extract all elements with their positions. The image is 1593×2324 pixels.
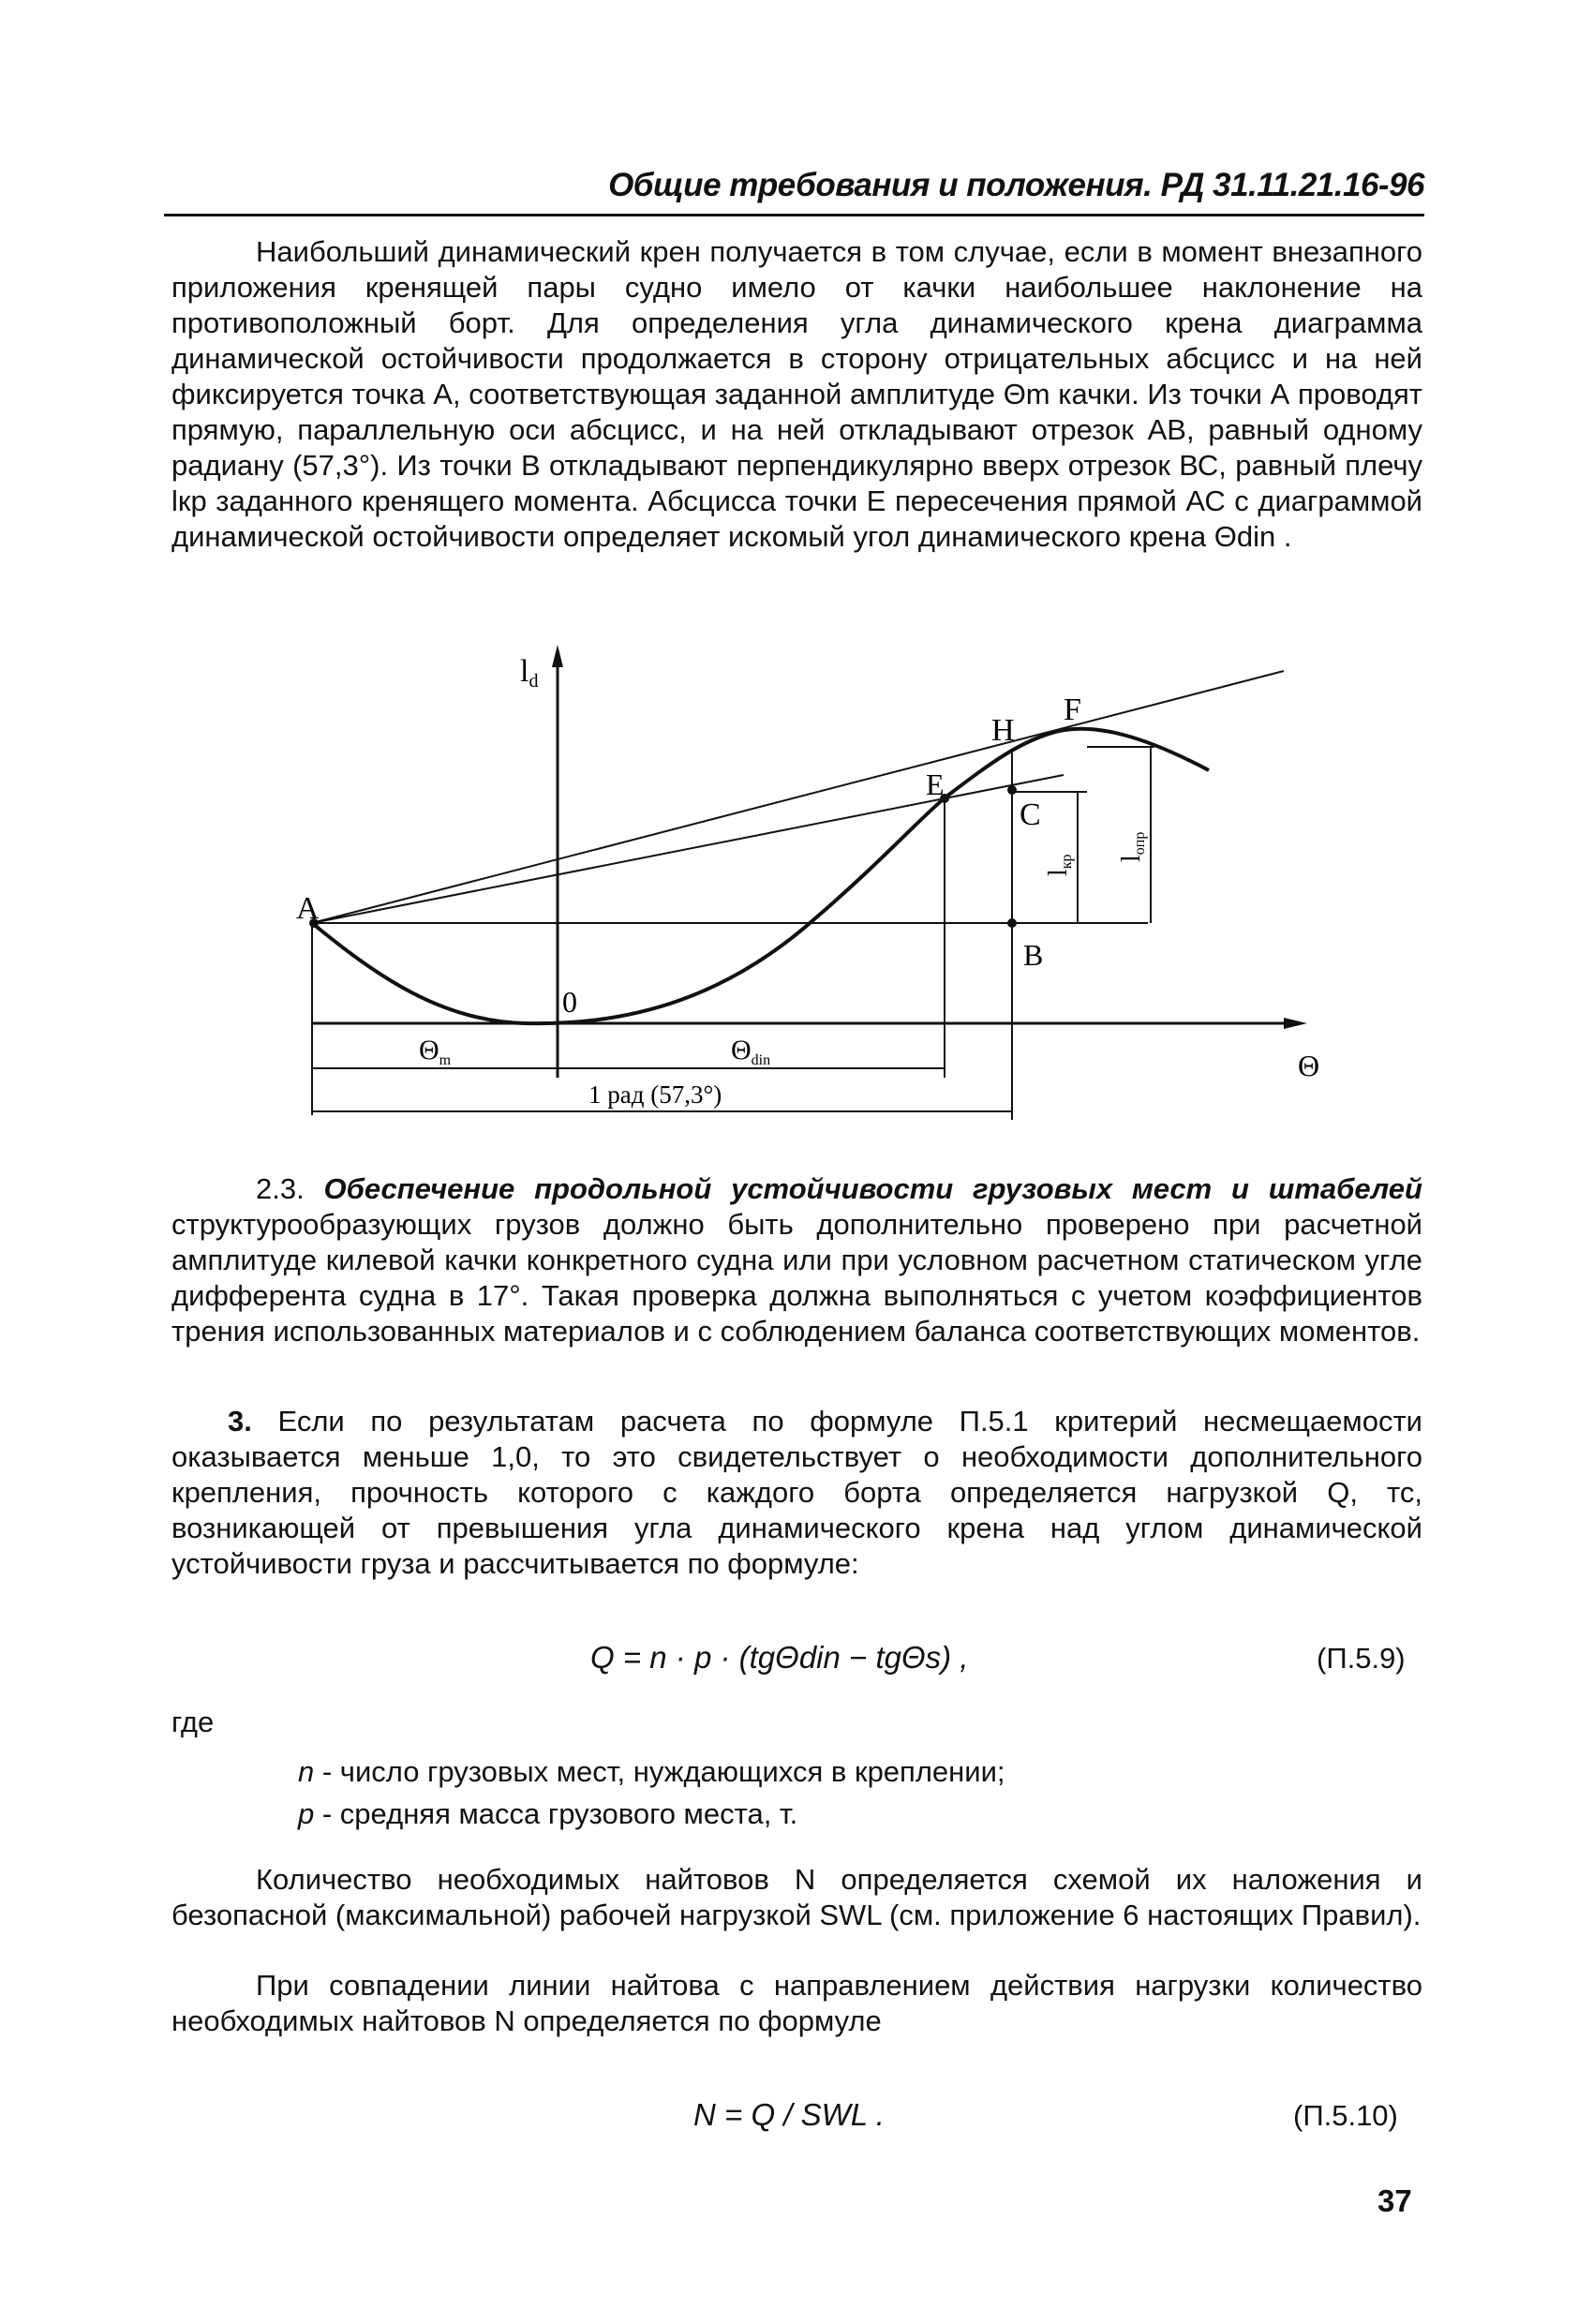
formula-q-number: (П.5.9) (1317, 1642, 1406, 1675)
item-text: Если по результатам расчета по формуле П.5.1 критерий несмещаемости оказывается меньше 1,0, то это свидетельствует о необходимости дополнительного крепления, прочность которого с каждого борта определяется нагрузкой Q, тс, возникающей от превышения угла динамического крена над углом динамической устойчивости груза и рассчитывается по формуле: (171, 1405, 1422, 1580)
definition-symbol: n (298, 1755, 315, 1788)
l-opr-label: lопр (1117, 831, 1148, 862)
section-title: Обеспечение продольной устойчивости грузовых мест и штабелей (323, 1172, 1422, 1205)
formula-n-number: (П.5.10) (1293, 2099, 1398, 2132)
point-e-label: E (926, 767, 945, 801)
point-b-label: B (1023, 938, 1044, 972)
one-radian-label: 1 рад (57,3°) (588, 1080, 722, 1109)
item-number: 3. (228, 1405, 252, 1438)
line-a-c (312, 775, 1064, 923)
section-text: структурообразующих грузов должно быть дополнительно проверено при расчетной амплитуде килевой качки конкретного судна или при условном расчетном статическом угле дифферента судна в 17°. Такая проверка должна выполняться с учетом коэффициентов трения использованных материалов и с соблюдением баланса соответствующих моментов. (171, 1208, 1422, 1348)
definition-p (298, 1797, 797, 1831)
where-label: где (171, 1706, 215, 1738)
page-number: 37 (1377, 2183, 1412, 2218)
definition-text: - средняя масса грузового места, т. (314, 1797, 798, 1830)
formula-q: Q = n · p · (tgΘdin − tgΘs) , (590, 1640, 969, 1675)
formula-n: N = Q / SWL . (693, 2097, 885, 2132)
point-a-label: A (296, 891, 320, 926)
definition-text: - число грузовых мест, нуждающихся в креплении; (314, 1755, 1005, 1788)
section-number: 2.3. (256, 1172, 305, 1205)
l-kr-label: lкр (1044, 854, 1075, 876)
paragraph-lashings-count: Количество необходимых найтовов N определяется схемой их наложения и безопасной (максимальной) рабочей нагрузкой SWL (см. приложение 6 настоящих Правил). (171, 1863, 1422, 1931)
paragraph-2-3 (171, 1171, 1422, 1349)
line-a-tangent (312, 671, 1284, 923)
stability-curve (312, 729, 1209, 1023)
point-c-dot (1007, 785, 1017, 795)
paragraph-lashing-direction: При совпадении линии найтова с направлением действия нагрузки количество необходимых найтовов N определяется по формуле (171, 1969, 1422, 2037)
x-axis-arrow (1284, 1018, 1307, 1029)
theta-m-label: $\Theta_m$ (419, 1035, 452, 1068)
point-f-label: F (1064, 693, 1081, 727)
point-c-label: C (1020, 797, 1041, 832)
x-axis-label: Θ (1298, 1049, 1320, 1082)
running-header: Общие требования и положения. РД 31.11.21.16-96 (608, 167, 1424, 203)
definition-n (298, 1755, 1005, 1789)
paragraph-dynamic-heel: Наибольший динамический крен получается в том случае, если в момент внезапного приложения кренящей пары судно имело от качки наибольшее наклонение на противоположный борт. Для определения угла динамического крена диаграмма динамической остойчивости продолжается в сторону отрицательных абсцисс и на ней фиксируется точка А, соответствующая заданной амплитуде Θm качки. Из точки А проводят прямую, параллельную оси абсцисс, и на ней откладывают отрезок АВ, равный одному радиану (57,3°). Из точки В откладывают перпендикулярно вверх отрезок ВС, равный плечу lкр заданного кренящего момента. Абсцисса точки Е пересечения прямой АС с диаграммой динамической остойчивости определяет искомый угол динамического крена Θdin . (171, 235, 1422, 553)
paragraph-3 (171, 1404, 1422, 1582)
y-axis-label: ld (520, 654, 539, 692)
origin-label: 0 (562, 985, 577, 1019)
y-axis-arrow (552, 645, 563, 667)
point-h-label: H (991, 713, 1015, 748)
point-b-dot (1007, 918, 1017, 928)
theta-din-label: $\Theta_{din}$ (731, 1035, 771, 1068)
definition-symbol: p (298, 1797, 315, 1830)
